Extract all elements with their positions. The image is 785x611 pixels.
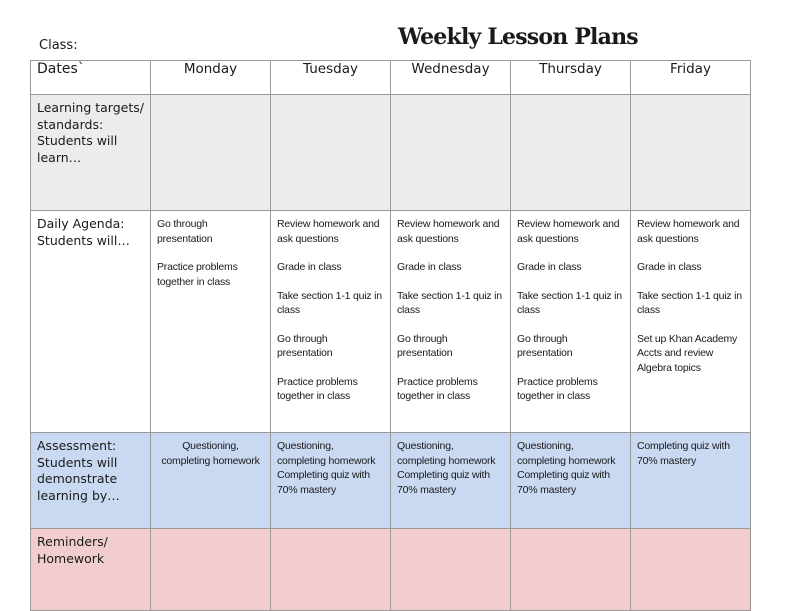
agenda-cell-thursday	[511, 211, 631, 433]
agenda-item: Review homework and ask questions	[637, 218, 740, 245]
learning-targets-row	[31, 95, 751, 211]
agenda-cell-tuesday	[271, 211, 391, 433]
agenda-item: Practice problems together in class	[517, 375, 598, 402]
assessment-item: Questioning, completing homework	[161, 440, 260, 467]
agenda-item: Go through presentation	[277, 332, 333, 359]
assessment-cell-thursday	[511, 433, 631, 529]
agenda-cell-friday	[631, 211, 751, 433]
assessment-cell-monday	[151, 433, 271, 529]
targets-cell-friday	[631, 95, 751, 211]
agenda-item: Take section 1-1 quiz in class	[637, 289, 742, 316]
day-header-wednesday: Wednesday	[391, 61, 511, 95]
header-row	[31, 61, 751, 95]
agenda-cell-monday	[151, 211, 271, 433]
agenda-item: Go through presentation	[517, 332, 573, 359]
agenda-item: Review homework and ask questions	[517, 218, 620, 245]
targets-cell-thursday	[511, 95, 631, 211]
dates-label: Dates`	[31, 61, 151, 95]
agenda-item: Review homework and ask questions	[277, 218, 380, 245]
assessment-cell-tuesday	[271, 433, 391, 529]
day-header-friday: Friday	[631, 61, 751, 95]
agenda-item: Take section 1-1 quiz in class	[397, 289, 502, 316]
targets-cell-monday	[151, 95, 271, 211]
lesson-plan-table	[30, 60, 751, 611]
agenda-item: Practice problems together in class	[277, 375, 358, 402]
assessment-item: Completing quiz with 70% mastery	[277, 469, 370, 496]
agenda-item: Grade in class	[397, 261, 462, 273]
page-title: Weekly Lesson Plans	[398, 24, 638, 50]
assessment-label: Assessment: Students will demonstrate learning by…	[31, 433, 151, 529]
assessment-cell-wednesday	[391, 433, 511, 529]
agenda-item: Take section 1-1 quiz in class	[277, 289, 382, 316]
assessment-item: Questioning, completing homework	[517, 440, 616, 467]
learning-targets-label: Learning targets/ standards: Students will learn…	[31, 95, 151, 211]
agenda-item: Grade in class	[277, 261, 342, 273]
class-label: Class:	[39, 38, 78, 53]
agenda-item: Practice problems together in class	[157, 261, 238, 288]
reminders-cell-tuesday	[271, 529, 391, 611]
day-header-tuesday: Tuesday	[271, 61, 391, 95]
assessment-item: Completing quiz with 70% mastery	[397, 469, 490, 496]
agenda-item: Grade in class	[637, 261, 702, 273]
agenda-item: Review homework and ask questions	[397, 218, 500, 245]
agenda-item: Go through presentation	[397, 332, 453, 359]
reminders-cell-wednesday	[391, 529, 511, 611]
assessment-item: Questioning, completing homework	[277, 440, 376, 467]
agenda-item: Grade in class	[517, 261, 582, 273]
assessment-row	[31, 433, 751, 529]
agenda-item: Take section 1-1 quiz in class	[517, 289, 622, 316]
agenda-item: Go through presentation	[157, 218, 213, 245]
assessment-cell-friday	[631, 433, 751, 529]
targets-cell-tuesday	[271, 95, 391, 211]
reminders-cell-thursday	[511, 529, 631, 611]
assessment-item: Completing quiz with 70% mastery	[637, 440, 730, 467]
day-header-thursday: Thursday	[511, 61, 631, 95]
daily-agenda-row	[31, 211, 751, 433]
reminders-row	[31, 529, 751, 611]
agenda-cell-wednesday	[391, 211, 511, 433]
assessment-item: Questioning, completing homework	[397, 440, 496, 467]
day-header-monday: Monday	[151, 61, 271, 95]
reminders-cell-friday	[631, 529, 751, 611]
reminders-cell-monday	[151, 529, 271, 611]
targets-cell-wednesday	[391, 95, 511, 211]
daily-agenda-label: Daily Agenda: Students will…	[31, 211, 151, 433]
reminders-label: Reminders/ Homework	[31, 529, 151, 611]
agenda-item: Set up Khan Academy Accts and review Algebra topics	[637, 332, 738, 374]
assessment-item: Completing quiz with 70% mastery	[517, 469, 610, 496]
agenda-item: Practice problems together in class	[397, 375, 478, 402]
